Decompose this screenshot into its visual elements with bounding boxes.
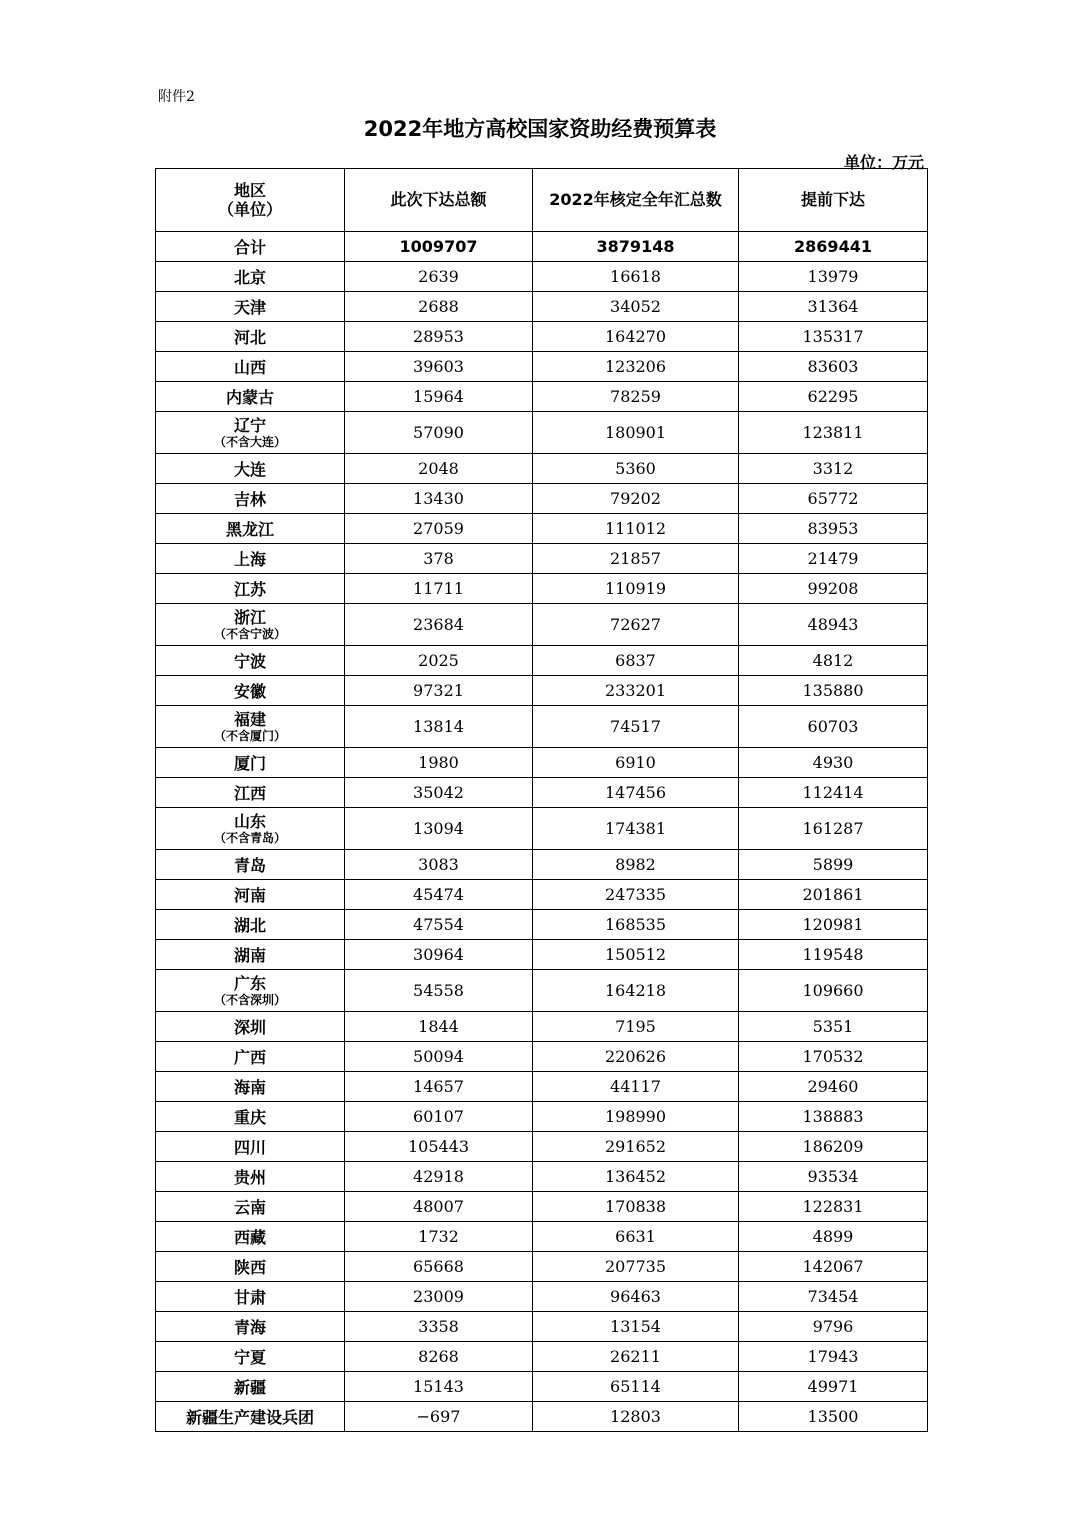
region-note: （不含宁波） — [213, 627, 286, 641]
header-region-sub: （单位） — [217, 200, 282, 219]
table-row — [156, 850, 928, 880]
value-cell-col3: 62295 — [739, 382, 928, 412]
region-cell: 青岛 — [156, 850, 345, 880]
region-note: （不含青岛） — [213, 831, 286, 845]
region-cell: 湖北 — [156, 910, 345, 940]
region-cell: 贵州 — [156, 1162, 345, 1192]
table-row — [156, 484, 928, 514]
value-cell-col2: 174381 — [533, 808, 739, 850]
table-row — [156, 1222, 928, 1252]
table-row — [156, 1162, 928, 1192]
table-row — [156, 1252, 928, 1282]
value-cell-col2: 164270 — [533, 322, 739, 352]
value-cell-col3: 9796 — [739, 1312, 928, 1342]
region-name: 广东 — [233, 974, 266, 993]
region-cell — [156, 808, 345, 850]
budget-table — [155, 168, 928, 1432]
region-cell: 黑龙江 — [156, 514, 345, 544]
value-cell-col3: 170532 — [739, 1042, 928, 1072]
region-cell: 北京 — [156, 262, 345, 292]
value-cell-col1: 15964 — [345, 382, 533, 412]
value-cell-col3: 135880 — [739, 676, 928, 706]
region-cell: 云南 — [156, 1192, 345, 1222]
table-row — [156, 322, 928, 352]
region-cell: 新疆生产建设兵团 — [156, 1402, 345, 1432]
value-cell-col3: 142067 — [739, 1252, 928, 1282]
header-row — [156, 169, 928, 232]
region-cell: 陕西 — [156, 1252, 345, 1282]
value-cell-col1: 48007 — [345, 1192, 533, 1222]
value-cell-col3: 13500 — [739, 1402, 928, 1432]
table-row — [156, 1102, 928, 1132]
value-cell-col3: 83953 — [739, 514, 928, 544]
region-cell — [156, 412, 345, 454]
table-row — [156, 706, 928, 748]
header-region-label: 地区 — [233, 181, 266, 200]
value-cell-col3: 49971 — [739, 1372, 928, 1402]
value-cell-col2: 79202 — [533, 484, 739, 514]
value-cell-col1: 8268 — [345, 1342, 533, 1372]
value-cell-col1: 105443 — [345, 1132, 533, 1162]
region-cell: 厦门 — [156, 748, 345, 778]
value-cell-col3: 99208 — [739, 574, 928, 604]
value-cell-col1: 23009 — [345, 1282, 533, 1312]
value-cell-col2: 65114 — [533, 1372, 739, 1402]
value-cell-col3: 60703 — [739, 706, 928, 748]
value-cell-col1: 54558 — [345, 970, 533, 1012]
table-row — [156, 808, 928, 850]
value-cell-col2: 5360 — [533, 454, 739, 484]
value-cell-col1: 50094 — [345, 1042, 533, 1072]
value-cell-col2: 110919 — [533, 574, 739, 604]
table-row — [156, 1282, 928, 1312]
value-cell-col1: 1980 — [345, 748, 533, 778]
value-cell-col2: 220626 — [533, 1042, 739, 1072]
value-cell-col3: 65772 — [739, 484, 928, 514]
value-cell-col2: 233201 — [533, 676, 739, 706]
table-row — [156, 970, 928, 1012]
value-cell-col3: 48943 — [739, 604, 928, 646]
value-cell-col2: 198990 — [533, 1102, 739, 1132]
value-cell-col2: 96463 — [533, 1282, 739, 1312]
value-cell-col2: 168535 — [533, 910, 739, 940]
value-cell-col2: 291652 — [533, 1132, 739, 1162]
value-cell-col3: 29460 — [739, 1072, 928, 1102]
value-cell-col2: 111012 — [533, 514, 739, 544]
table-row — [156, 1132, 928, 1162]
table-body — [156, 232, 928, 1432]
value-cell-col1: 1844 — [345, 1012, 533, 1042]
region-cell: 合计 — [156, 232, 345, 262]
region-cell: 河北 — [156, 322, 345, 352]
value-cell-col2: 207735 — [533, 1252, 739, 1282]
table-row — [156, 1012, 928, 1042]
region-cell: 河南 — [156, 880, 345, 910]
table-row — [156, 880, 928, 910]
region-cell: 安徽 — [156, 676, 345, 706]
region-cell: 上海 — [156, 544, 345, 574]
value-cell-col3: 21479 — [739, 544, 928, 574]
region-name: 浙江 — [233, 608, 266, 627]
value-cell-col3: 4930 — [739, 748, 928, 778]
region-cell: 青海 — [156, 1312, 345, 1342]
attachment-label: 附件2 — [158, 89, 195, 105]
region-name: 辽宁 — [233, 416, 266, 435]
value-cell-col2: 180901 — [533, 412, 739, 454]
value-cell-col2: 26211 — [533, 1342, 739, 1372]
value-cell-col3: 112414 — [739, 778, 928, 808]
unit-label: 单位：万元 — [843, 153, 924, 172]
table-row — [156, 910, 928, 940]
value-cell-col1: 35042 — [345, 778, 533, 808]
region-cell — [156, 970, 345, 1012]
value-cell-col1: 27059 — [345, 514, 533, 544]
region-cell: 新疆 — [156, 1372, 345, 1402]
value-cell-col2: 6910 — [533, 748, 739, 778]
table-row — [156, 778, 928, 808]
region-cell: 宁夏 — [156, 1342, 345, 1372]
value-cell-col2: 123206 — [533, 352, 739, 382]
header-region — [156, 169, 345, 232]
value-cell-col3: 3312 — [739, 454, 928, 484]
value-cell-col1: 57090 — [345, 412, 533, 454]
region-cell: 西藏 — [156, 1222, 345, 1252]
region-note: （不含深圳） — [213, 993, 286, 1007]
value-cell-col2: 170838 — [533, 1192, 739, 1222]
value-cell-col3: 138883 — [739, 1102, 928, 1132]
value-cell-col1: 1009707 — [345, 232, 533, 262]
value-cell-col2: 74517 — [533, 706, 739, 748]
value-cell-col2: 44117 — [533, 1072, 739, 1102]
value-cell-col2: 6631 — [533, 1222, 739, 1252]
region-cell: 深圳 — [156, 1012, 345, 1042]
table-row — [156, 292, 928, 322]
value-cell-col3: 13979 — [739, 262, 928, 292]
value-cell-col1: 13430 — [345, 484, 533, 514]
value-cell-col1: 2048 — [345, 454, 533, 484]
value-cell-col3: 161287 — [739, 808, 928, 850]
value-cell-col2: 136452 — [533, 1162, 739, 1192]
header-col2: 2022年核定全年汇总数 — [533, 169, 739, 232]
value-cell-col3: 109660 — [739, 970, 928, 1012]
value-cell-col3: 4899 — [739, 1222, 928, 1252]
value-cell-col1: 3358 — [345, 1312, 533, 1342]
region-cell: 海南 — [156, 1072, 345, 1102]
value-cell-col2: 21857 — [533, 544, 739, 574]
region-cell: 四川 — [156, 1132, 345, 1162]
value-cell-col1: 15143 — [345, 1372, 533, 1402]
table-row — [156, 646, 928, 676]
value-cell-col3: 83603 — [739, 352, 928, 382]
region-cell: 重庆 — [156, 1102, 345, 1132]
value-cell-col3: 123811 — [739, 412, 928, 454]
region-cell: 内蒙古 — [156, 382, 345, 412]
value-cell-col3: 2869441 — [739, 232, 928, 262]
header-col3: 提前下达 — [739, 169, 928, 232]
region-cell: 江苏 — [156, 574, 345, 604]
table-row — [156, 1402, 928, 1432]
region-cell: 江西 — [156, 778, 345, 808]
value-cell-col2: 247335 — [533, 880, 739, 910]
table-row — [156, 748, 928, 778]
table-row — [156, 352, 928, 382]
table-row — [156, 514, 928, 544]
value-cell-col1: 13814 — [345, 706, 533, 748]
value-cell-col1: 2639 — [345, 262, 533, 292]
region-note: （不含大连） — [213, 435, 286, 449]
value-cell-col3: 5899 — [739, 850, 928, 880]
region-note: （不含厦门） — [213, 729, 286, 743]
region-cell: 吉林 — [156, 484, 345, 514]
table-row — [156, 1372, 928, 1402]
value-cell-col1: 47554 — [345, 910, 533, 940]
value-cell-col3: 120981 — [739, 910, 928, 940]
value-cell-col2: 7195 — [533, 1012, 739, 1042]
header-col1: 此次下达总额 — [345, 169, 533, 232]
value-cell-col1: 60107 — [345, 1102, 533, 1132]
value-cell-col1: 65668 — [345, 1252, 533, 1282]
table-row — [156, 454, 928, 484]
region-cell: 甘肃 — [156, 1282, 345, 1312]
table-row — [156, 1312, 928, 1342]
value-cell-col1: 42918 — [345, 1162, 533, 1192]
table-row — [156, 676, 928, 706]
region-name: 福建 — [233, 710, 266, 729]
region-cell: 湖南 — [156, 940, 345, 970]
value-cell-col1: 1732 — [345, 1222, 533, 1252]
table-row — [156, 262, 928, 292]
value-cell-col1: −697 — [345, 1402, 533, 1432]
region-cell: 天津 — [156, 292, 345, 322]
value-cell-col3: 73454 — [739, 1282, 928, 1312]
value-cell-col1: 378 — [345, 544, 533, 574]
value-cell-col3: 17943 — [739, 1342, 928, 1372]
table-row — [156, 1342, 928, 1372]
value-cell-col2: 147456 — [533, 778, 739, 808]
value-cell-col3: 122831 — [739, 1192, 928, 1222]
value-cell-col2: 150512 — [533, 940, 739, 970]
value-cell-col3: 186209 — [739, 1132, 928, 1162]
region-cell: 广西 — [156, 1042, 345, 1072]
region-cell — [156, 706, 345, 748]
page-title: 2022年地方高校国家资助经费预算表 — [363, 117, 717, 141]
value-cell-col2: 16618 — [533, 262, 739, 292]
value-cell-col1: 13094 — [345, 808, 533, 850]
table-row — [156, 382, 928, 412]
table-row — [156, 412, 928, 454]
total-row — [156, 232, 928, 262]
table-row — [156, 604, 928, 646]
value-cell-col1: 45474 — [345, 880, 533, 910]
value-cell-col2: 13154 — [533, 1312, 739, 1342]
table-row — [156, 1072, 928, 1102]
value-cell-col1: 3083 — [345, 850, 533, 880]
value-cell-col1: 39603 — [345, 352, 533, 382]
region-name: 山东 — [233, 812, 266, 831]
region-cell: 大连 — [156, 454, 345, 484]
table-header — [156, 169, 928, 232]
value-cell-col2: 72627 — [533, 604, 739, 646]
value-cell-col2: 6837 — [533, 646, 739, 676]
value-cell-col1: 30964 — [345, 940, 533, 970]
value-cell-col3: 93534 — [739, 1162, 928, 1192]
table-row — [156, 940, 928, 970]
value-cell-col3: 5351 — [739, 1012, 928, 1042]
value-cell-col1: 11711 — [345, 574, 533, 604]
table-row — [156, 544, 928, 574]
table-row — [156, 1042, 928, 1072]
table-row — [156, 1192, 928, 1222]
value-cell-col1: 2025 — [345, 646, 533, 676]
region-cell: 山西 — [156, 352, 345, 382]
value-cell-col2: 3879148 — [533, 232, 739, 262]
value-cell-col2: 34052 — [533, 292, 739, 322]
value-cell-col3: 201861 — [739, 880, 928, 910]
value-cell-col2: 12803 — [533, 1402, 739, 1432]
value-cell-col3: 119548 — [739, 940, 928, 970]
value-cell-col3: 31364 — [739, 292, 928, 322]
region-cell — [156, 604, 345, 646]
value-cell-col2: 78259 — [533, 382, 739, 412]
value-cell-col1: 23684 — [345, 604, 533, 646]
value-cell-col2: 164218 — [533, 970, 739, 1012]
value-cell-col1: 2688 — [345, 292, 533, 322]
value-cell-col2: 8982 — [533, 850, 739, 880]
table-row — [156, 574, 928, 604]
value-cell-col3: 135317 — [739, 322, 928, 352]
value-cell-col3: 4812 — [739, 646, 928, 676]
value-cell-col1: 14657 — [345, 1072, 533, 1102]
value-cell-col1: 28953 — [345, 322, 533, 352]
region-cell: 宁波 — [156, 646, 345, 676]
value-cell-col1: 97321 — [345, 676, 533, 706]
